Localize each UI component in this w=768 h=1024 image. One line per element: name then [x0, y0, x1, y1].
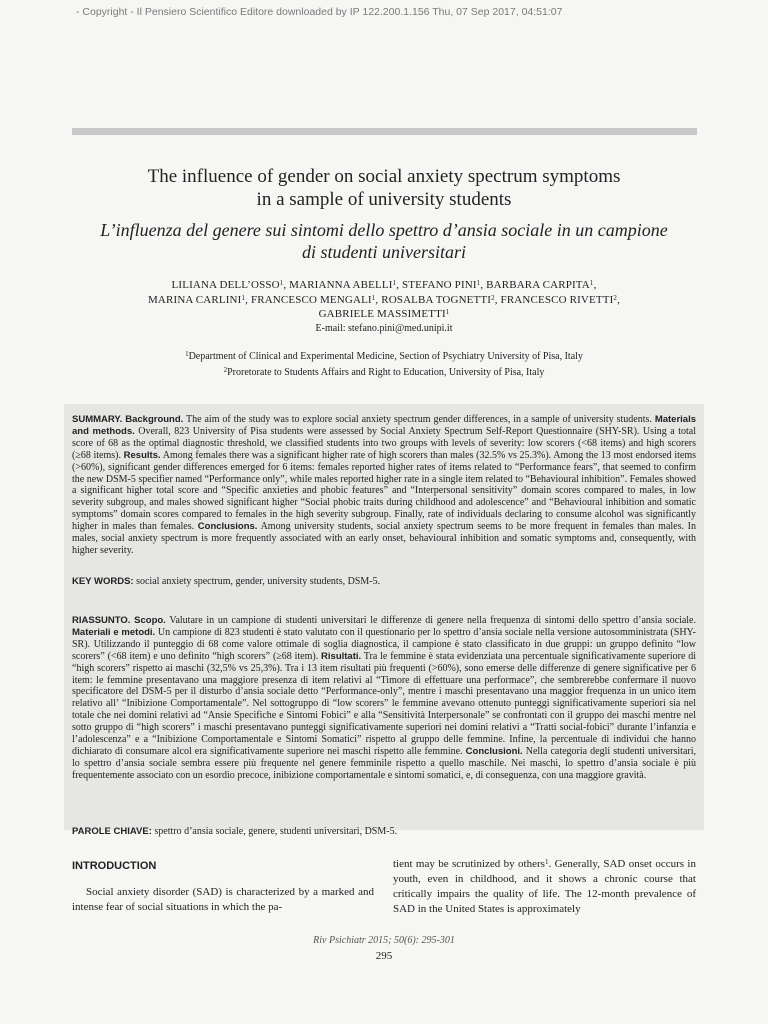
methods-label: Materials and methods.: [72, 414, 696, 437]
background-label: Background.: [125, 414, 184, 425]
risultati-label: Risultati.: [321, 650, 362, 662]
article-title-line-2: in a sample of university students: [256, 189, 512, 210]
article-title-italian-line-1: L’influenza del genere sui sintomi dello spettro d’ansia sociale in un campione: [100, 220, 668, 240]
parole-chiave-label: PAROLE CHIAVE:: [72, 826, 152, 837]
author: FRANCESCO MENGALI$^1$,: [250, 293, 382, 306]
copyright-notice: - Copyright - Il Pensiero Scientifico Editore downloaded by IP 122.200.1.156 Thu, 07 Sep 2017, 04:51:07: [76, 6, 563, 18]
conclusions-label: Conclusions.: [197, 521, 258, 533]
metodi-label: Materiali e metodi.: [72, 626, 156, 638]
intro-column-left: Social anxiety disorder (SAD) is characterized by a marked and intense fear of social situations in which the pa-: [72, 886, 374, 913]
page-number: 295: [375, 950, 393, 962]
section-heading: INTRODUCTION: [72, 860, 157, 872]
author: GABRIELE MASSIMETTI$^1$: [318, 308, 450, 320]
header-rule: [72, 128, 697, 135]
author: FRANCESCO RIVETTI$^2$,: [500, 293, 620, 306]
results-label: Results.: [123, 449, 161, 461]
affiliation: $^1$Department of Clinical and Experimental Medicine, Section of Psychiatry University of Pisa, Italy: [185, 350, 583, 362]
article-title-line-1: The influence of gender on social anxiety spectrum symptoms: [147, 166, 621, 187]
affiliation: $^2$Proretorate to Students Affairs and Right to Education, University of Pisa, Italy: [223, 366, 545, 378]
summary-label: SUMMARY.: [72, 414, 123, 425]
author: MARIANNA ABELLI$^1$,: [289, 279, 403, 291]
scopo-label: Scopo.: [134, 615, 166, 626]
author: MARINA CARLINI$^1$,: [148, 293, 251, 306]
author: LILIANA DELL’OSSO$^1$,: [171, 279, 290, 291]
article-title-italian-line-2: di studenti universitari: [302, 242, 466, 262]
keywords-label: KEY WORDS:: [72, 576, 134, 587]
author: BARBARA CARPITA$^1$,: [486, 279, 597, 291]
citation-ref[interactable]: 1: [544, 858, 549, 866]
contact-email[interactable]: E-mail: stefano.pini@med.unipi.it: [315, 323, 453, 334]
author-list: [72, 278, 696, 322]
riassunto-label: RIASSUNTO.: [72, 615, 131, 626]
article-title-italian: [72, 219, 696, 263]
author: ROSALBA TOGNETTI$^2$,: [381, 293, 501, 306]
riassunto-paragraph: RIASSUNTO. Scopo. Valutare in un campione di studenti universitari le differenze di genere nella frequenza di sintomi dello spettro d’ansia sociale. Materiali e metodi. Un campione di 823 studenti è stato valutato con il questionario per lo spettro d’ansia sociale nella versione autosomministrata (SHY-SR). Utilizzando il punteggio di 68 come valore ottimale di soglia diagnostica, il campione è stato classificato in due gruppi: un gruppo definito “low scorers” (<68 item) e uno definito “high scorers” (≥68 item). Risultati. Tra le femmine è stata evidenziata una percentuale significativamente superiore di “high scorers” rispetto ai maschi (32,5% vs 25,3%). Tra i 13 item risultati più frequenti (>60%), sono emerse delle differenze di genere significative per 6 item: le femmine presentavano una maggiore presenza di item relativi al “Timore di effettuare una performace”, che sembrerebbe confermare il nuovo specificatore del DSM-5 per il disturbo d’ansia sociale detto “Performance-only”, mentre i maschi presentavano una maggior frequenza in un unico item relativo all’ “Inibizione Comportamentale”. Nel sottogruppo di “low scorers” le femmine avevano ottenuto punteggi significativamente superiori sia nel totale che nei domini relativi ad “Ansie Specifiche e Sintomi Fobici” e alla “Sensitività Interpersonale” se confrontati con il gruppo dei maschi mentre nel sotto gruppo di “high scorers” i maschi presentavano punteggi significativamente superiori nei domini relativi a “Tratti social-fobici” durante l’infanzia e l’adolescenza” e a “Inibizione Comportamentale e Sintomi Somatici” rispetto al gruppo delle femmine. Infine, la percentuale di individui che hanno dichiarato di consumare alcol era significativamente superiore nei maschi rispetto alle femmine. Conclusioni. Nella categoria degli studenti universitari, lo spettro d’ansia sociale sembra essere più frequente nel genere femminile rispetto a quello maschile. Nei maschi, lo spettro d’ansia sociale è più frequentemente associato con un esordio precoce, inibizione comportamentale e sintomi somatici, e, di conseguenza, con una maggiore gravità.: [72, 615, 697, 781]
parole-chiave: PAROLE CHIAVE: spettro d’ansia sociale, genere, studenti universitari, DSM-5.: [72, 826, 398, 837]
author: STEFANO PINI$^1$,: [402, 279, 487, 291]
conclusioni-label: Conclusioni.: [465, 745, 523, 757]
summary-paragraph: SUMMARY. Background. The aim of the study was to explore social anxiety spectrum gender differences, in a sample of university students. Materials and methods. Overall, 823 University of Pisa students were assessed by Social Anxiety Spectrum Self-Report Questionnaire (SHY-SR). Using a total score of 68 as the optimal diagnostic threshold, we classified students into two groups with levels of severity: low scorers (<68 items) and high scorers (≥68 items). Results. Among females there was a significant higher rate of high scorers than males (32.5% vs 25.3%). Among the 13 most endorsed items (>60%), significant gender differences emerged for 6 items: females reported higher rates of items related to “Performance fears”, that seemed to confirm the new DSM-5 specifier named “Performance only”, while males reported higher rate in a single item related to “Behavioural inhibition”. Females showed a significant higher total score and “Specific anxieties and phobic features” and “Interpersonal sensitivity” domain scores compared to males, in low severity subgroup, and males showed significant higher “Social phobic traits during childhood and adolescence” and “Behavioural inhibition and somatic symptoms” domain scores compared to females in the high severity subgroup. Finally, rate of individuals declaring to consume alcohol was significantly higher in males than females. Conclusions. Among university students, social anxiety spectrum seems to be more frequent in females than males. In males, social anxiety spectrum is more frequently associated with an early onset, behavioural inhibition and somatic symptoms and, consequently, with higher severity.: [72, 414, 696, 556]
intro-column-right: tient may be scrutinized by others$^1$. Generally, SAD onset occurs in youth, even in childhood, and it shows a chronic course that critically impairs the quality of life. The 12-month prevalence of SAD in the United States is approximately: [393, 858, 696, 915]
article-title: [72, 165, 696, 211]
keywords: KEY WORDS: social anxiety spectrum, gender, university students, DSM-5.: [72, 576, 381, 587]
journal-citation: Riv Psichiatr 2015; 50(6): 295-301: [313, 935, 455, 946]
